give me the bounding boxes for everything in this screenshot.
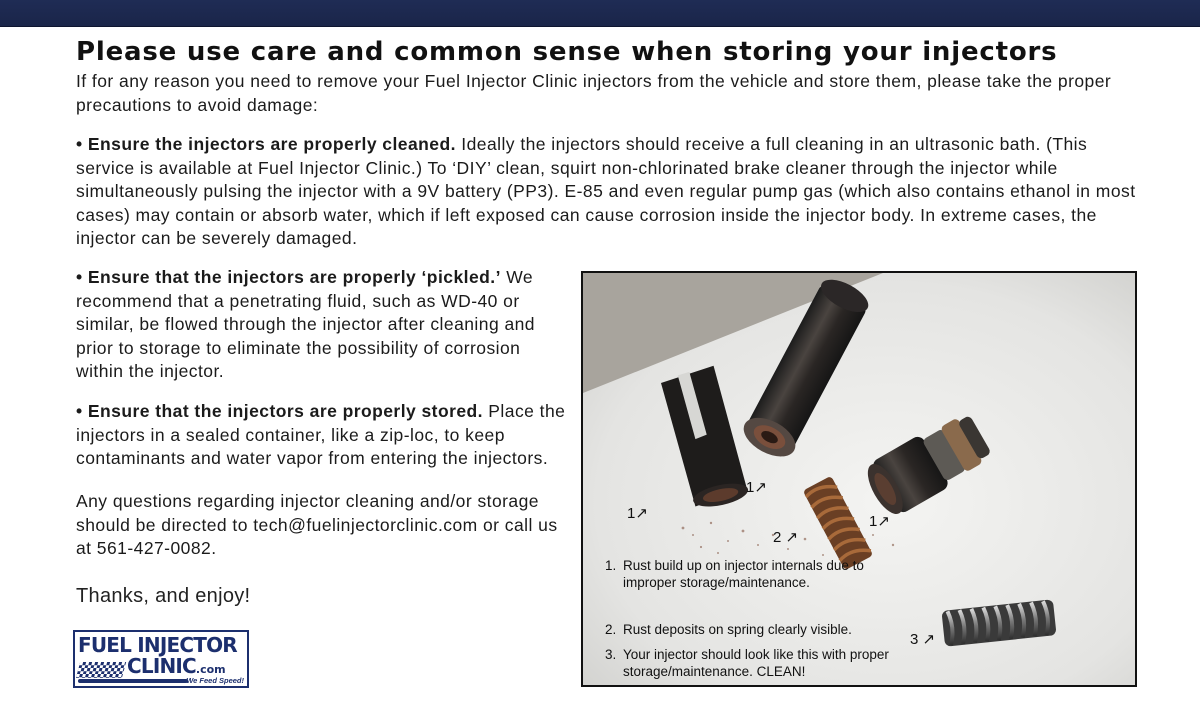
caption-1-text: Rust build up on injector internals due to improper storage/maintenance. <box>623 558 864 590</box>
caption-2 <box>605 622 913 639</box>
logo-domain: .com <box>195 663 226 676</box>
label-clean-spring: 3 ↗ <box>910 631 936 648</box>
injector-parts-photo <box>581 271 1137 687</box>
checkered-flag-icon <box>76 662 126 678</box>
contact-text: Any questions regarding injector cleaning and/or storage should be directed to tech@fuelinjectorclinic.com or call us at 561-427-0082. <box>76 491 558 558</box>
fuel-injector-clinic-logo[interactable] <box>73 630 249 688</box>
tip-pickled-body: We recommend that a penetrating fluid, such as WD-40 or similar, be flowed through the injector after cleaning and prior to storage to eliminate the possibility of corrosion within the injector. <box>76 267 535 381</box>
tip-stored-body: Place the injectors in a sealed container, like a zip-loc, to keep contaminants and water vapor from entering the injectors. <box>76 401 566 468</box>
tip-cleaned-body: Ideally the injectors should receive a full cleaning in an ultrasonic bath. (This service is available at Fuel Injector Clinic.) To ‘DIY’ clean, squirt non-chlorinated brake cleaner through the injector while simultaneously pulsing the injector with a 9V battery (PP3). E-85 and even regular pump gas (which also contains ethanol in most cases) may contain or absorb water, which if left exposed can cause corrosion inside the injector body. In extreme cases, the injector can be severely damaged. <box>76 134 1136 248</box>
tip-cleaned <box>76 133 1136 251</box>
caption-1-number: 1. <box>605 558 617 573</box>
caption-3-number: 3. <box>605 647 617 662</box>
caption-2-text: Rust deposits on spring clearly visible. <box>623 622 852 637</box>
logo-tagline: We Feed Speed! <box>186 676 244 685</box>
caption-2-number: 2. <box>605 622 617 637</box>
tip-stored-lead: • Ensure that the injectors are properly stored. <box>76 401 483 421</box>
top-banner <box>0 0 1200 27</box>
tip-cleaned-lead: • Ensure the injectors are properly cleaned. <box>76 134 456 154</box>
tip-stored <box>76 400 581 471</box>
label-body: 1↗ <box>869 513 890 530</box>
caption-3 <box>605 647 913 680</box>
page-title: Please use care and common sense when storing your injectors <box>76 37 1058 67</box>
intro-text: If for any reason you need to remove your Fuel Injector Clinic injectors from the vehicle and store them, please take the proper precautions to avoid damage: <box>76 71 1112 115</box>
caption-3-text: Your injector should look like this with proper storage/maintenance. CLEAN! <box>623 647 889 679</box>
logo-line-2: CLINIC.com <box>127 654 226 678</box>
caption-1 <box>605 558 913 591</box>
label-rusty-spring: 2 ↗ <box>773 529 799 546</box>
thanks-text: Thanks, and enjoy! <box>76 585 251 607</box>
logo-line-1: FUEL INJECTOR <box>78 633 237 657</box>
tip-pickled-lead: • Ensure that the injectors are properly ‘pickled.’ <box>76 267 501 287</box>
label-sleeve: 1↗ <box>627 505 648 522</box>
logo-swoosh <box>78 679 188 683</box>
tip-pickled <box>76 266 571 384</box>
label-tube: 1↗ <box>746 479 767 496</box>
